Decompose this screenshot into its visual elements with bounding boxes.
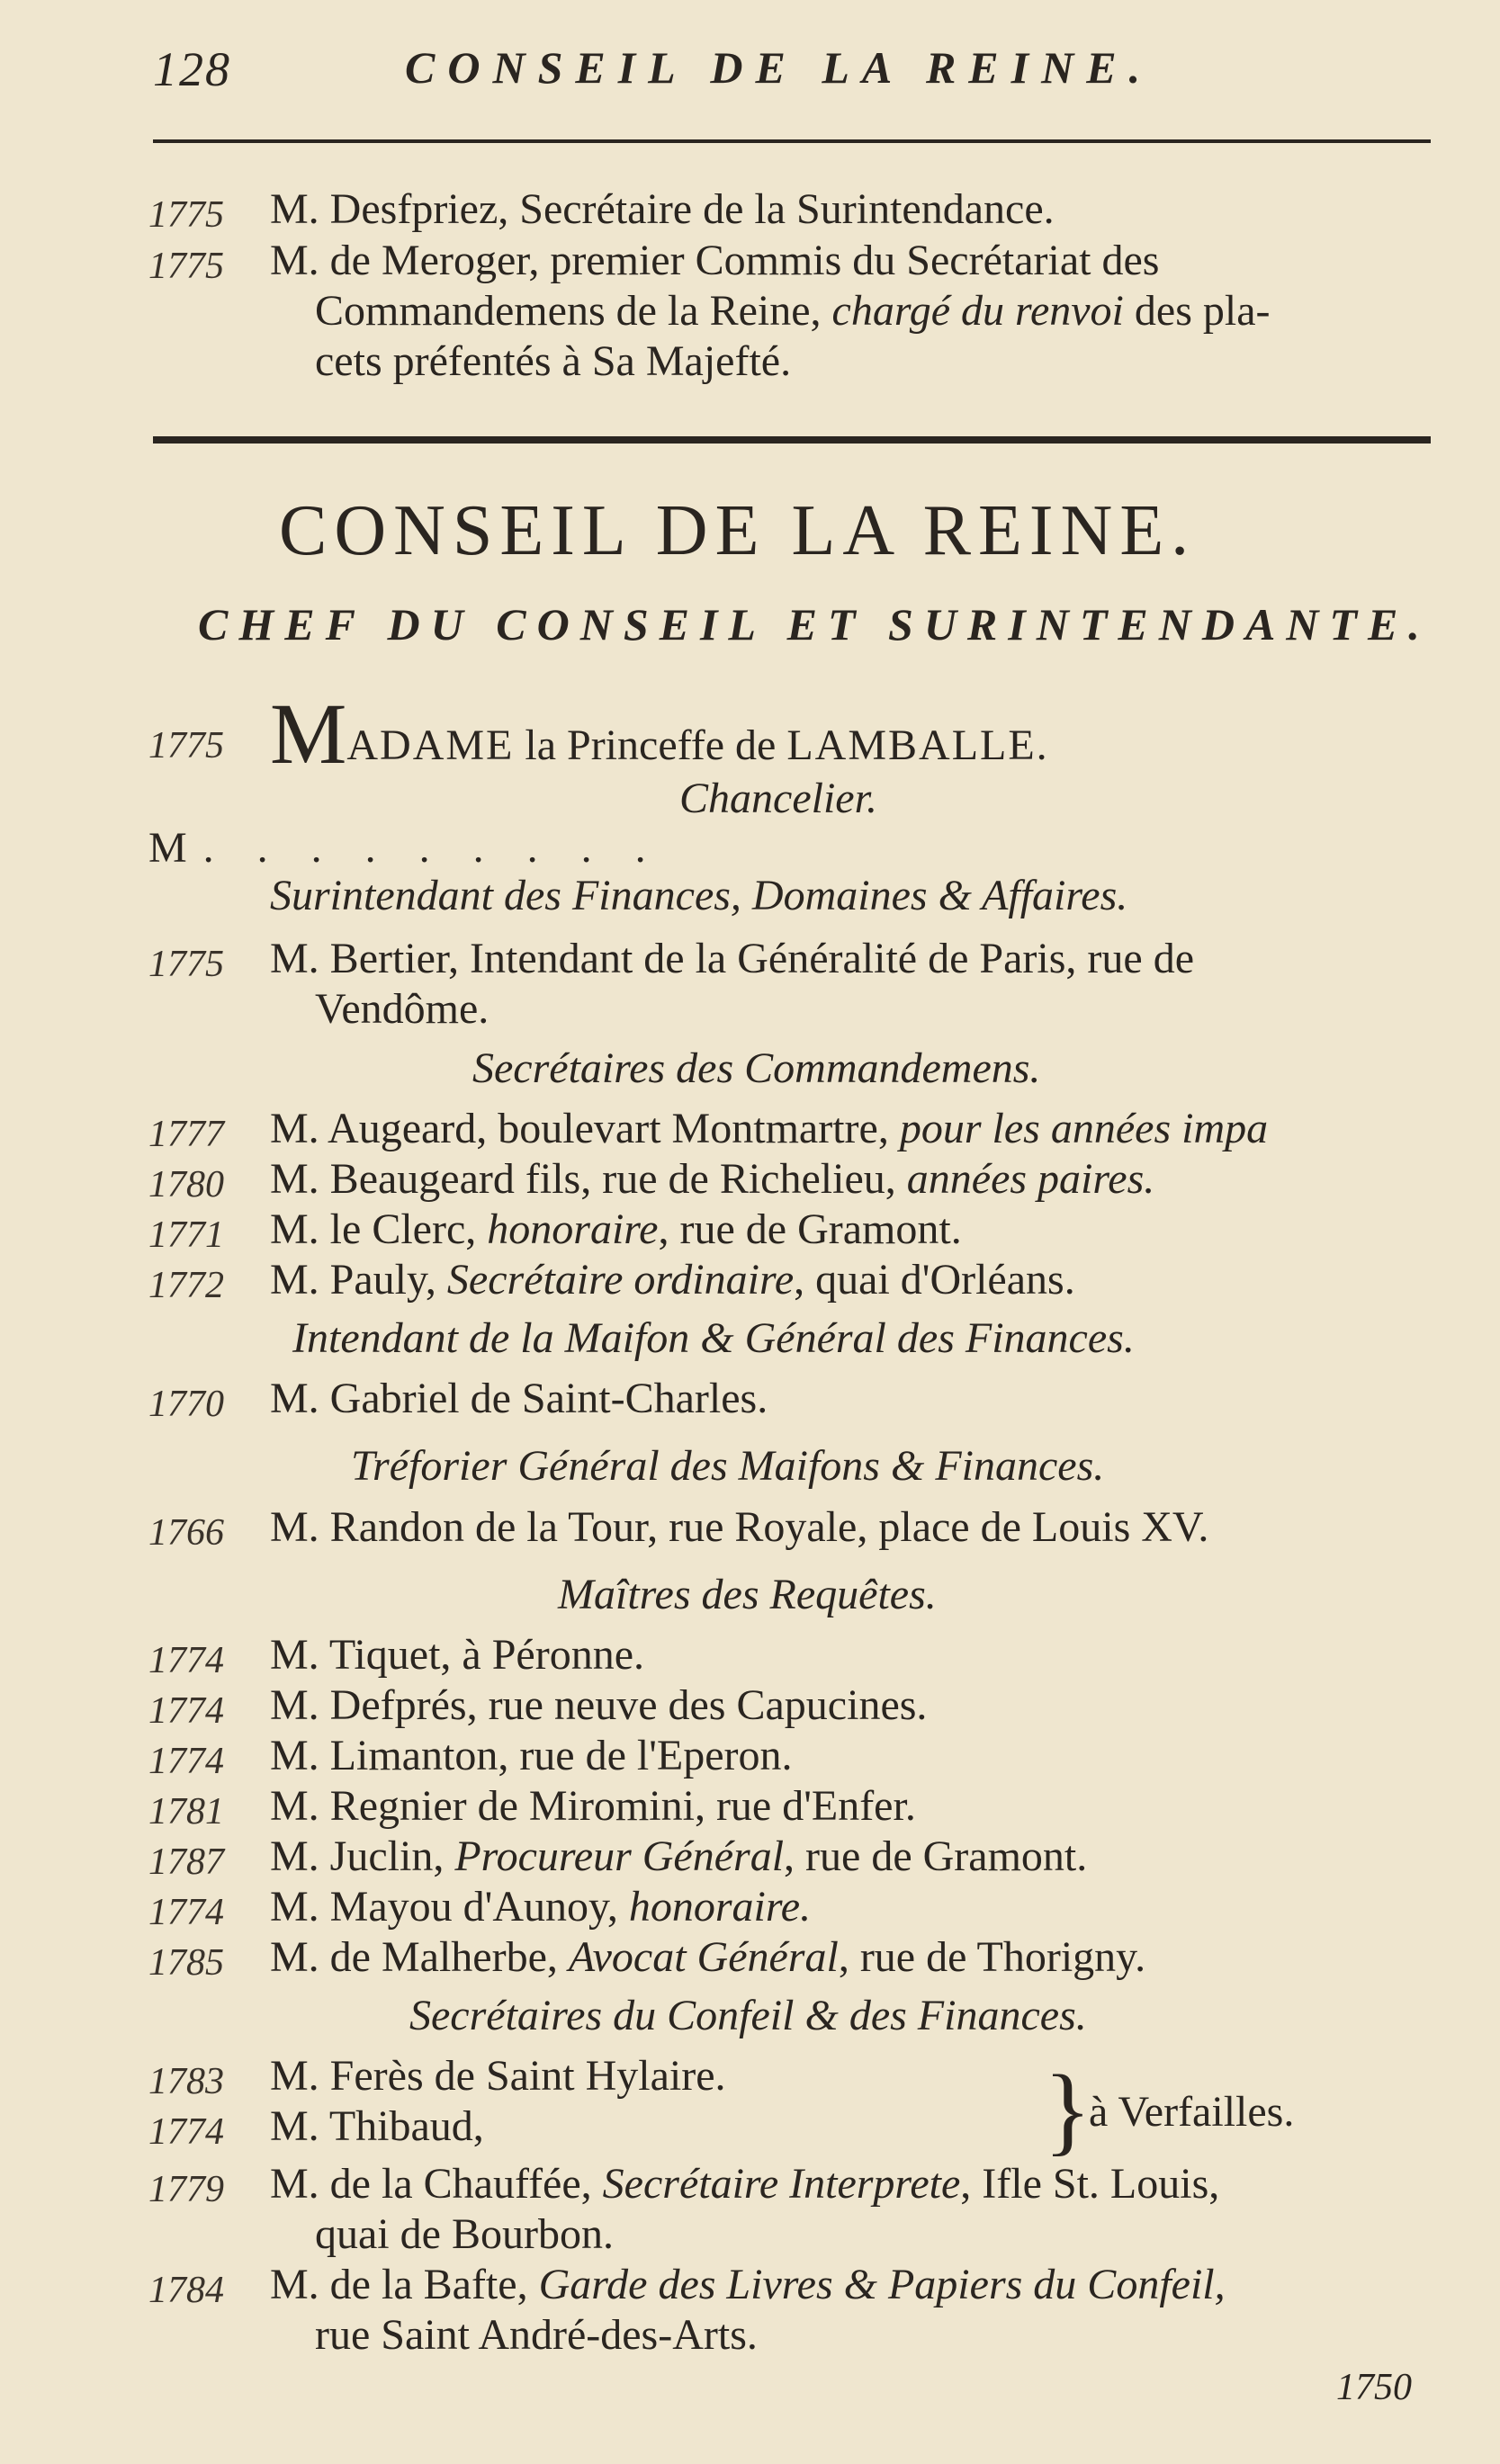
entry-text: M. Randon de la Tour, rue Royale, place de Louis XV.: [270, 1503, 1209, 1551]
entry-text: M. Limanton, rue de l'Eperon.: [270, 1732, 793, 1779]
entry-text: M. de Malherbe, Avocat Général, rue de Thorigny.: [270, 1933, 1146, 1981]
entry-text: M. Mayou d'Aunoy, honoraire.: [270, 1883, 812, 1931]
entry-text: M. Beaugeard fils, rue de Richelieu, années paires.: [270, 1155, 1155, 1203]
entry-continuation: Commandemens de la Reine, chargé du renvoi des pla-: [315, 287, 1271, 335]
brace-icon: }: [1044, 2055, 1091, 2164]
entry-text: M. Regnier de Miromini, rue d'Enfer.: [270, 1782, 916, 1830]
entry-year: 1775: [148, 944, 224, 985]
entry-year: 1774: [148, 1690, 224, 1732]
entry-continuation: rue Saint André-des-Arts.: [315, 2311, 758, 2359]
entry-year: 1785: [148, 1942, 224, 1984]
entry-year: 1770: [148, 1384, 224, 1425]
entry-year: 1775: [148, 246, 224, 287]
entry-text: M. . . . . . . . .: [148, 824, 662, 872]
entry-year: 1787: [148, 1841, 224, 1883]
section-heading: Secrétaires du Confeil & des Finances.: [409, 1992, 1087, 2039]
entry-year: 1774: [148, 2111, 224, 2153]
entry-text: M. Augeard, boulevart Montmartre, pour les années impa: [270, 1105, 1269, 1152]
section-heading: Tréforier Général des Maifons & Finances.: [351, 1442, 1105, 1490]
drop-initial: M: [270, 685, 347, 782]
entry-text: M. de Meroger, premier Commis du Secrétariat des: [270, 237, 1160, 284]
entry-text: M. Desfpriez, Secrétaire de la Surintendance.: [270, 185, 1055, 233]
entry-text: M. Pauly, Secrétaire ordinaire, quai d'Orléans.: [270, 1256, 1075, 1304]
running-title: CONSEIL DE LA REINE.: [405, 42, 1154, 93]
section-rule: [153, 436, 1431, 444]
entry-year: 1775: [148, 194, 224, 236]
entry-text: M. de la Chauffée, Secrétaire Interprete, Ifle St. Louis,: [270, 2160, 1220, 2208]
section-heading: Chancelier.: [679, 775, 877, 822]
entry-year: 1774: [148, 1741, 224, 1782]
entry-year: 1783: [148, 2061, 224, 2102]
entry-continuation: quai de Bourbon.: [315, 2210, 614, 2258]
page-number: 128: [153, 42, 231, 96]
entry-year: 1779: [148, 2169, 224, 2210]
subtitle: CHEF DU CONSEIL ET SURINTENDANTE.: [198, 599, 1431, 650]
entry-text: M. Ferès de Saint Hylaire.: [270, 2052, 726, 2100]
brace-text: à Verfailles.: [1089, 2088, 1295, 2136]
entry-text: M. le Clerc, honoraire, rue de Gramont.: [270, 1205, 962, 1253]
section-heading: Secrétaires des Commandemens.: [472, 1044, 1041, 1092]
entry-text: M. Gabriel de Saint-Charles.: [270, 1375, 768, 1422]
entry-year: 1766: [148, 1512, 224, 1554]
main-title: CONSEIL DE LA REINE.: [279, 491, 1197, 570]
entry-text: M. Bertier, Intendant de la Généralité de Paris, rue de: [270, 935, 1195, 982]
entry-year: 1774: [148, 1640, 224, 1681]
entry-text: M. Juclin, Procureur Général, rue de Gramont.: [270, 1832, 1088, 1880]
entry-year: 1780: [148, 1164, 224, 1205]
catchword: 1750: [1336, 2367, 1412, 2408]
entry-year: 1774: [148, 1892, 224, 1933]
entry-continuation: cets préfentés à Sa Majefté.: [315, 337, 792, 385]
section-heading: Intendant de la Maifon & Général des Finances.: [292, 1314, 1135, 1362]
entry-year: 1772: [148, 1265, 224, 1306]
entry-text: M. de la Bafte, Garde des Livres & Papiers du Confeil,: [270, 2261, 1226, 2308]
entry-year: 1775: [148, 725, 224, 766]
chef-entry: MADAME la Princeffe de LAMBALLE.: [270, 685, 1049, 782]
section-heading: Maîtres des Requêtes.: [558, 1571, 937, 1618]
header-rule: [153, 139, 1431, 143]
entry-text: M. Defprés, rue neuve des Capucines.: [270, 1681, 928, 1729]
entry-text: M. Tiquet, à Péronne.: [270, 1631, 645, 1679]
entry-year: 1777: [148, 1114, 224, 1155]
entry-year: 1771: [148, 1214, 224, 1256]
entry-text: M. Thibaud,: [270, 2102, 484, 2150]
entry-year: 1784: [148, 2270, 224, 2311]
entry-year: 1781: [148, 1791, 224, 1832]
entry-continuation: Vendôme.: [315, 985, 490, 1033]
section-heading: Surintendant des Finances, Domaines & Affaires.: [270, 872, 1128, 919]
